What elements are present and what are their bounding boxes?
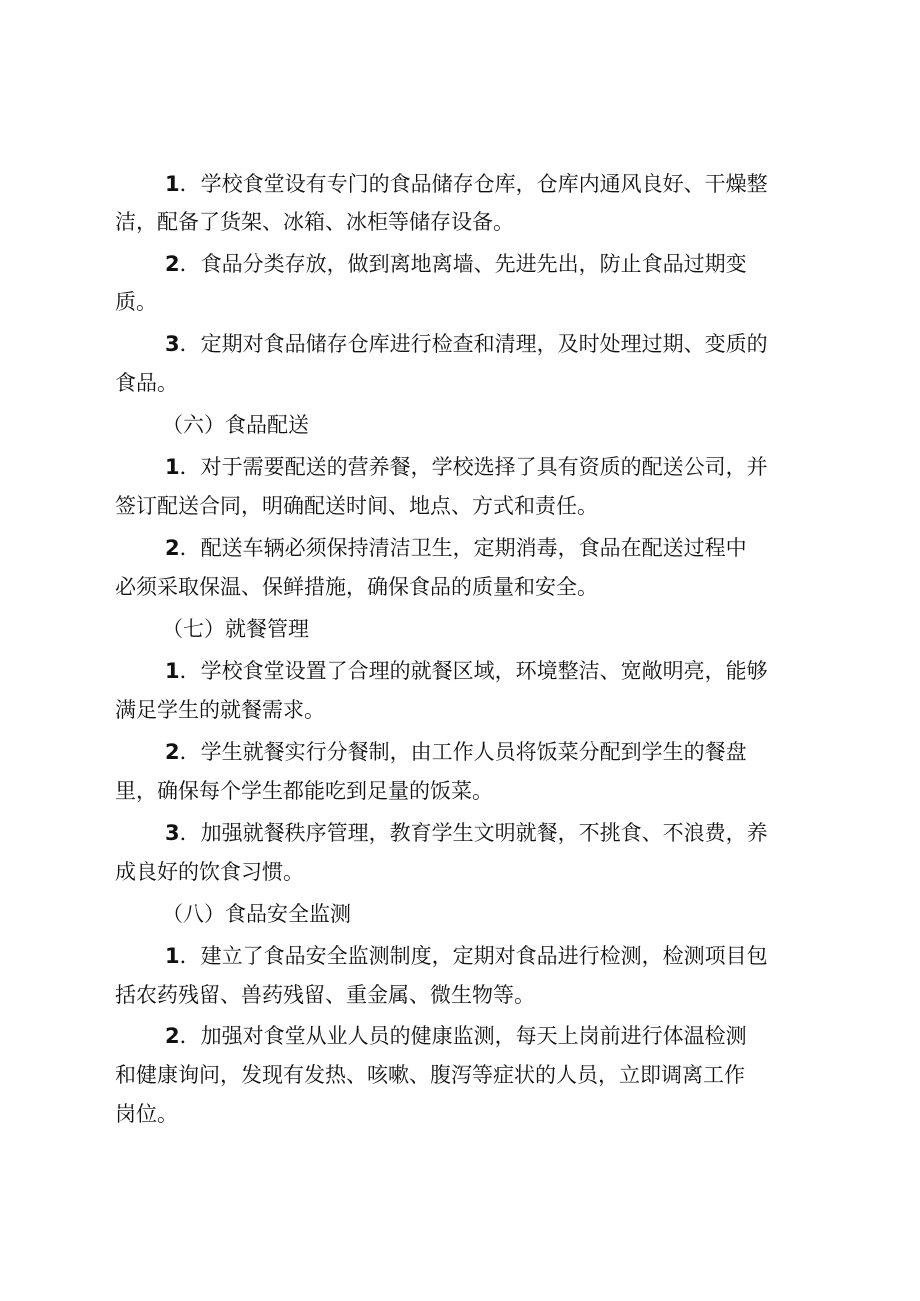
paragraph-line: 2．学生就餐实行分餐制，由工作人员将饭菜分配到学生的餐盘 — [165, 740, 747, 764]
list-number: 3 — [165, 821, 180, 845]
list-number: 1 — [165, 944, 180, 968]
paragraph-line: 洁，配备了货架、冰箱、冰柜等储存设备。 — [115, 210, 514, 234]
paragraph-line: 2．加强对食堂从业人员的健康监测，每天上岗前进行体温检测 — [165, 1024, 747, 1048]
paragraph-line: 2．食品分类存放，做到离地离墙、先进先出，防止食品过期变 — [165, 252, 747, 276]
paragraph-line: 1．学校食堂设置了合理的就餐区域，环境整洁、宽敞明亮，能够 — [165, 659, 768, 683]
paragraph-line: 3．加强就餐秩序管理，教育学生文明就餐，不挑食、不浪费，养 — [165, 821, 768, 845]
paragraph-line: 1．建立了食品安全监测制度，定期对食品进行检测，检测项目包 — [165, 944, 768, 968]
list-number: 1 — [165, 455, 180, 479]
list-number: 2 — [165, 252, 180, 276]
list-number: 1 — [165, 172, 180, 196]
list-number: 2 — [165, 536, 180, 560]
paragraph-line: 必须采取保温、保鲜措施，确保食品的质量和安全。 — [115, 575, 598, 599]
list-number: 2 — [165, 1024, 180, 1048]
paragraph-line: 括农药残留、兽药残留、重金属、微生物等。 — [115, 983, 535, 1007]
section-heading: （六）食品配送 — [162, 413, 309, 437]
list-number: 2 — [165, 740, 180, 764]
paragraph-line: 里，确保每个学生都能吃到足量的饭菜。 — [115, 779, 493, 803]
paragraph-line: 签订配送合同，明确配送时间、地点、方式和责任。 — [115, 494, 598, 518]
paragraph-line: 满足学生的就餐需求。 — [115, 698, 325, 722]
paragraph-line: 1．对于需要配送的营养餐，学校选择了具有资质的配送公司，并 — [165, 455, 768, 479]
paragraph-line: 1．学校食堂设有专门的食品储存仓库，仓库内通风良好、干燥整 — [165, 172, 768, 196]
paragraph-line: 岗位。 — [115, 1102, 178, 1126]
paragraph-line: 和健康询问，发现有发热、咳嗽、腹泻等症状的人员，立即调离工作 — [115, 1063, 745, 1087]
paragraph-line: 3．定期对食品储存仓库进行检查和清理，及时处理过期、变质的 — [165, 332, 768, 356]
paragraph-line: 食品。 — [115, 371, 178, 395]
section-heading: （七）就餐管理 — [162, 617, 309, 641]
paragraph-line: 2．配送车辆必须保持清洁卫生，定期消毒，食品在配送过程中 — [165, 536, 747, 560]
list-number: 3 — [165, 332, 180, 356]
paragraph-line: 质。 — [115, 290, 157, 314]
section-heading: （八）食品安全监测 — [162, 902, 351, 926]
list-number: 1 — [165, 659, 180, 683]
paragraph-line: 成良好的饮食习惯。 — [115, 860, 304, 884]
